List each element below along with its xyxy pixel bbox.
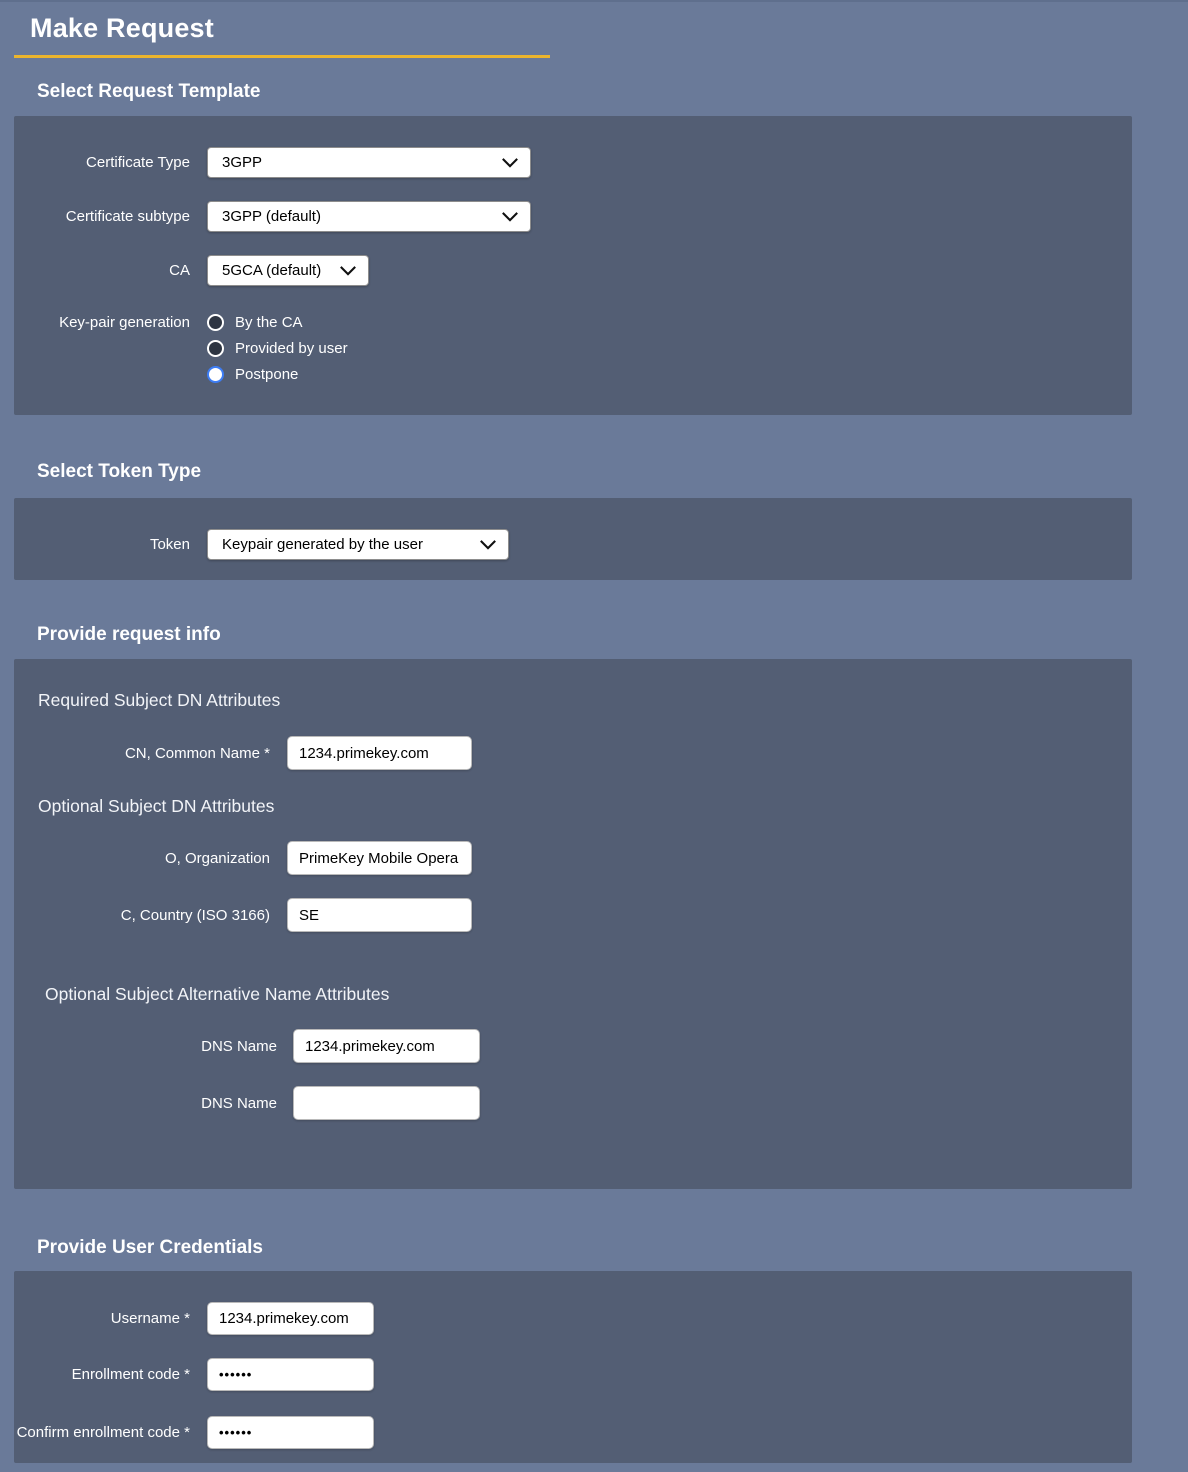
ca-select[interactable] — [207, 255, 369, 286]
panel-select-token-type — [14, 498, 1132, 580]
section-heading-select-token-type: Select Token Type — [37, 461, 202, 482]
certificate-subtype-row — [14, 201, 1132, 232]
ca-label: CA — [169, 262, 190, 279]
panel-select-request-template — [14, 116, 1132, 415]
radio-option-label: Provided by user — [235, 339, 348, 357]
dns-name-label: DNS Name — [201, 1094, 277, 1112]
section-heading-select-request-template: Select Request Template — [37, 81, 261, 102]
common-name-label: CN, Common Name * — [124, 744, 270, 762]
section-heading-provide-user-credentials: Provide User Credentials — [37, 1237, 263, 1258]
token-row — [14, 529, 1132, 560]
chevron-down-icon — [501, 211, 519, 222]
subheading-optional-san: Optional Subject Alternative Name Attributes — [45, 984, 390, 1004]
username-label: Username * — [110, 1310, 190, 1327]
token-label: Token — [149, 536, 190, 553]
radio-unselected-icon — [207, 314, 224, 331]
country-row — [14, 898, 1132, 932]
certificate-type-select[interactable] — [207, 147, 531, 178]
keypair-generation-radio-group — [207, 309, 348, 387]
common-name-row — [14, 736, 1132, 770]
certificate-subtype-selected-value: 3GPP (default) — [222, 208, 321, 225]
dns-name-row-1 — [14, 1029, 1132, 1063]
radio-selected-icon — [207, 366, 224, 383]
section-heading-provide-request-info: Provide request info — [37, 624, 221, 645]
certificate-subtype-select[interactable] — [207, 201, 531, 232]
subheading-required-subject-dn: Required Subject DN Attributes — [38, 690, 281, 710]
token-select[interactable] — [207, 529, 509, 560]
radio-option-provided-by-user[interactable] — [207, 335, 348, 361]
confirm-enrollment-code-row — [14, 1416, 1132, 1449]
common-name-input[interactable] — [287, 736, 472, 770]
panel-provide-request-info — [14, 659, 1132, 1189]
dns-name-input-1[interactable] — [293, 1029, 480, 1063]
keypair-generation-label: Key-pair generation — [59, 314, 190, 331]
radio-option-by-the-ca[interactable] — [207, 309, 348, 335]
username-input[interactable] — [207, 1302, 374, 1335]
radio-option-postpone[interactable] — [207, 361, 348, 387]
token-selected-value: Keypair generated by the user — [222, 536, 423, 553]
ca-selected-value: 5GCA (default) — [222, 262, 322, 279]
username-row — [14, 1302, 1132, 1335]
certificate-type-selected-value: 3GPP — [222, 154, 263, 171]
page-title: Make Request — [30, 13, 214, 43]
chevron-down-icon — [339, 265, 357, 276]
radio-option-label: By the CA — [235, 313, 303, 331]
certificate-subtype-label: Certificate subtype — [65, 208, 190, 225]
chevron-down-icon — [501, 157, 519, 168]
organization-input[interactable] — [287, 841, 472, 875]
country-input[interactable] — [287, 898, 472, 932]
radio-option-label: Postpone — [235, 365, 299, 383]
radio-unselected-icon — [207, 340, 224, 357]
ca-row — [14, 255, 1132, 286]
country-label: C, Country (ISO 3166) — [120, 906, 270, 924]
organization-row — [14, 841, 1132, 875]
organization-label: O, Organization — [164, 849, 270, 867]
panel-provide-user-credentials — [14, 1271, 1132, 1463]
dns-name-input-2[interactable] — [293, 1086, 480, 1120]
dns-name-label: DNS Name — [201, 1037, 277, 1055]
enrollment-code-label: Enrollment code * — [71, 1366, 190, 1383]
enrollment-code-input[interactable] — [207, 1358, 374, 1391]
enrollment-code-row — [14, 1358, 1132, 1391]
confirm-enrollment-code-label: Confirm enrollment code * — [16, 1423, 190, 1441]
title-accent-rule — [14, 55, 550, 58]
chevron-down-icon — [479, 539, 497, 550]
keypair-generation-row — [14, 309, 1132, 387]
confirm-enrollment-code-input[interactable] — [207, 1416, 374, 1449]
dns-name-row-2 — [14, 1086, 1132, 1120]
certificate-type-row — [14, 147, 1132, 178]
certificate-type-label: Certificate Type — [86, 154, 190, 171]
subheading-optional-subject-dn: Optional Subject DN Attributes — [38, 796, 275, 816]
